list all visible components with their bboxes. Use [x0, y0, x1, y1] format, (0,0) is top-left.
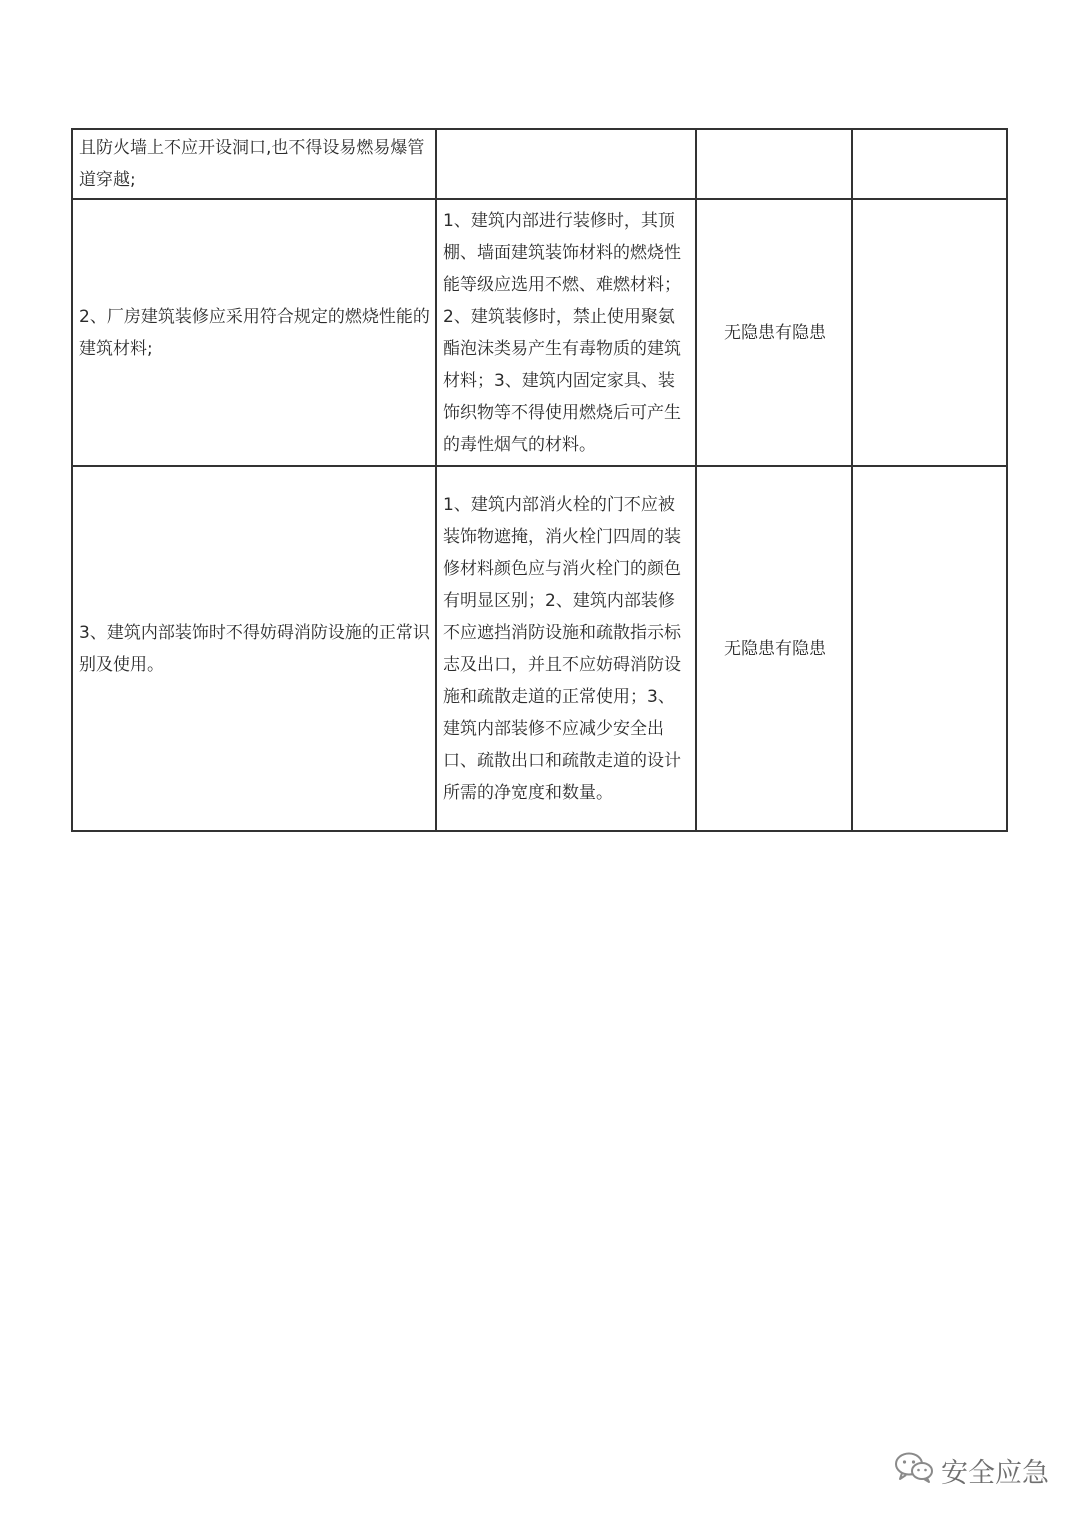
- result-cell: 无隐患有隐患: [696, 199, 852, 466]
- table-row: [72, 129, 1007, 199]
- wechat-icon: [893, 1450, 935, 1491]
- requirement-cell: 1、建筑内部消火栓的门不应被装饰物遮掩，消火栓门四周的装修材料颜色应与消火栓门的颜色有明显区别；2、建筑内部装修不应遮挡消防设施和疏散指示标志及出口，并且不应妨碍消防设施和疏散走道的正常使用；3、建筑内部装修不应减少安全出口、疏散出口和疏散走道的设计所需的净宽度和数量。: [436, 466, 696, 831]
- note-cell: [852, 129, 1007, 199]
- watermark-text: 安全应急: [941, 1458, 1049, 1488]
- result-cell: [696, 129, 852, 199]
- table-row: [72, 466, 1007, 831]
- check-item-cell: 2、厂房建筑装修应采用符合规定的燃烧性能的建筑材料;: [72, 199, 436, 466]
- inspection-table: [71, 128, 1008, 832]
- requirement-cell: 1、建筑内部进行装修时，其顶棚、墙面建筑装饰材料的燃烧性能等级应选用不燃、难燃材料；2、建筑装修时，禁止使用聚氨酯泡沫类易产生有毒物质的建筑材料；3、建筑内固定家具、装饰织物等不得使用燃烧后可产生的毒性烟气的材料。: [436, 199, 696, 466]
- result-cell: 无隐患有隐患: [696, 466, 852, 831]
- check-item-cell: 且防火墙上不应开设洞口,也不得设易燃易爆管道穿越;: [72, 129, 436, 199]
- requirement-cell: [436, 129, 696, 199]
- table-row: [72, 199, 1007, 466]
- watermark: [893, 1450, 1049, 1491]
- note-cell: [852, 466, 1007, 831]
- note-cell: [852, 199, 1007, 466]
- check-item-cell: 3、建筑内部装饰时不得妨碍消防设施的正常识别及使用。: [72, 466, 436, 831]
